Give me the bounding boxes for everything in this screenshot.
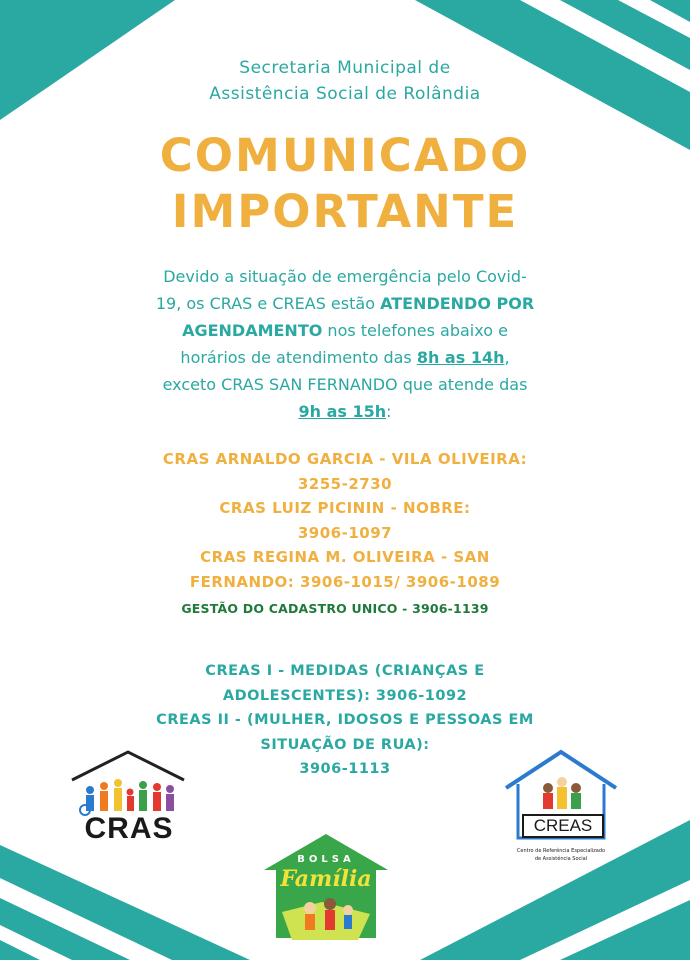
page-title [0, 128, 690, 240]
title-line-1: COMUNICADO [159, 129, 531, 182]
notice-text: : [386, 402, 392, 421]
cras-contact-line: 3906-1097 [297, 523, 393, 542]
notice-paragraph [0, 263, 690, 425]
bolsa-familia-logo [262, 832, 390, 944]
notice-line [0, 398, 690, 425]
notice-line [0, 344, 690, 371]
secretaria-line-2: Assistência Social de Rolândia [209, 84, 481, 104]
notice-line [0, 317, 690, 344]
notice-line: Devido a situação de emergência pelo Covid- [163, 267, 527, 286]
creas-contact-line: CREAS II - (MULHER, IDOSOS E PESSOAS EM [156, 712, 534, 728]
cras-contact-line: CRAS REGINA M. OLIVEIRA - SAN [200, 548, 490, 566]
creas-logo-text: CREAS [522, 814, 604, 838]
notice-line [0, 290, 690, 317]
notice-line: exceto CRAS SAN FERNANDO que atende das [162, 375, 528, 394]
creas-subtitle-2: de Assistência Social [534, 856, 588, 862]
people-icon [80, 779, 174, 815]
notice-text: horários de atendimento das [180, 348, 417, 367]
creas-contact-line: SITUAÇÃO DE RUA): [260, 736, 430, 753]
secretaria-line-1: Secretaria Municipal de [239, 58, 451, 78]
notice-text: nos telefones abaixo e [322, 321, 508, 340]
cras-contact-list [0, 447, 690, 594]
notice-text: , [504, 348, 510, 367]
hours-main: 8h as 14h [416, 348, 505, 367]
title-line-2: IMPORTANTE [171, 185, 519, 238]
cras-contact-line: 3255-2730 [297, 474, 393, 493]
bolsa-text: BOLSA [297, 854, 355, 865]
cras-logo-text: CRAS [84, 812, 174, 845]
creas-contact-line: CREAS I - MEDIDAS (CRIANÇAS E [205, 663, 485, 679]
cras-contact-line: FERNANDO: 3906-1015/ 3906-1089 [189, 572, 501, 591]
notice-emphasis: ATENDENDO POR [380, 294, 535, 313]
creas-contact-line: 3906-1113 [299, 761, 391, 777]
creas-subtitle-1: Centro de Referência Especializado [516, 848, 606, 854]
secretaria-header [0, 55, 690, 107]
creas-logo [500, 748, 622, 874]
notice-emphasis: AGENDAMENTO [182, 321, 323, 340]
notice-text: 19, os CRAS e CREAS estão [155, 294, 381, 313]
creas-contact-line: ADOLESCENTES): 3906-1092 [222, 687, 468, 704]
cadastro-unico-contact: GESTÃO DO CADASTRO UNICO - 3906-1139 [181, 601, 489, 616]
cras-contact-line: CRAS ARNALDO GARCIA - VILA OLIVEIRA: [162, 450, 528, 468]
cras-logo [68, 750, 190, 850]
familia-text: Família [280, 866, 372, 892]
cras-contact-line: CRAS LUIZ PICININ - NOBRE: [219, 499, 471, 517]
hours-san-fernando: 9h as 15h [298, 402, 387, 421]
